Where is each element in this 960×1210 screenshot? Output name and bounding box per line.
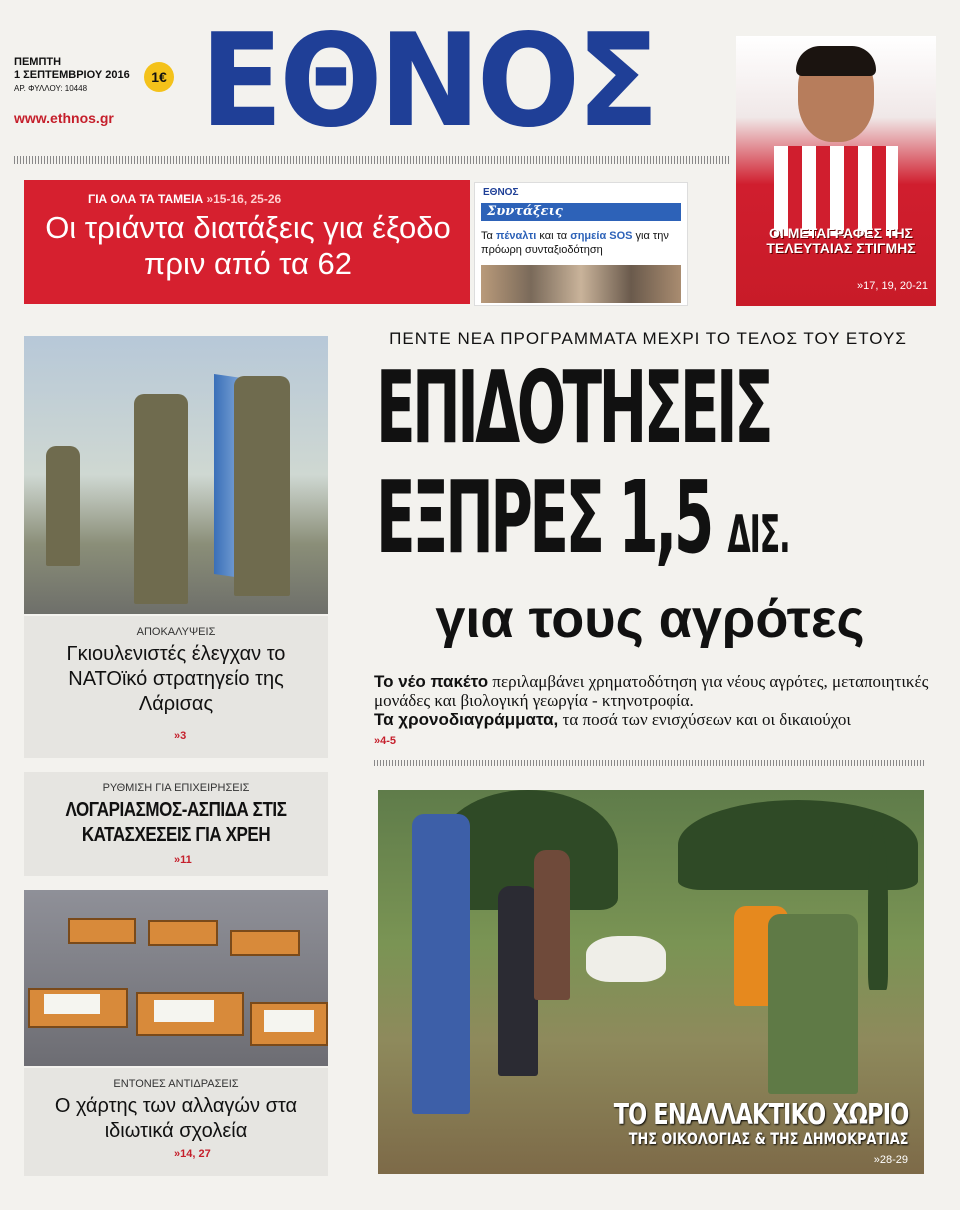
dog (586, 936, 666, 982)
paper (264, 1010, 314, 1032)
desk (148, 920, 218, 946)
classroom-photo (24, 890, 328, 1066)
person-figure (498, 886, 538, 1076)
story-title: ΛΟΓΑΡΙΑΣΜΟΣ-ΑΣΠΙΔΑ ΣΤΙΣ ΚΑΤΑΣΧΕΣΕΙΣ ΓΙΑ ΧΡΕΗ (65, 799, 287, 846)
person-figure (412, 814, 470, 1114)
player-hair (796, 46, 876, 76)
desk (68, 918, 136, 944)
masthead-rule (14, 156, 730, 164)
soldier-figure (234, 376, 290, 596)
soldier-figure (46, 446, 80, 566)
story-kicker: ΡΥΘΜΙΣΗ ΓΙΑ ΕΠΙΧΕΙΡΗΣΕΙΣ (102, 782, 250, 794)
sport-promo[interactable] (736, 36, 936, 306)
village-title: ΤΟ ΕΝΑΛΛΑΚΤΙΚΟ ΧΩΡΙΟ (613, 1098, 908, 1131)
soldier-figure (134, 394, 188, 604)
story-page-ref: »11 (174, 854, 192, 866)
story-page-ref: »14, 27 (174, 1148, 211, 1160)
desk (230, 930, 300, 956)
promo-kicker (88, 192, 281, 206)
village-page-ref: »28-29 (873, 1154, 908, 1166)
village-subtitle: ΤΗΣ ΟΙΚΟΛΟΓΙΑΣ & ΤΗΣ ΔΗΜΟΚΡΑΤΙΑΣ (628, 1129, 908, 1148)
village-photo[interactable] (378, 790, 924, 1174)
insert-logo: ΕΘΝΟΣ (483, 187, 519, 198)
sport-caption: ΟΙ ΜΕΤΑΓΡΑΦΕΣ ΤΗΣ ΤΕΛΕΥΤΑΙΑΣ ΣΤΙΓΜΗΣ (766, 225, 916, 256)
website-link[interactable]: www.ethnos.gr (14, 110, 114, 126)
main-deck: Το νέο πακέτο περιλαμβάνει χρηματοδότηση για νέους αγρότες, μεταποιητικές μονάδες και βιολογική γεωργία - κτηνοτροφία. Τα χρονοδιαγράμματα, τα ποσά των ενισχύσεων και οι δικαιούχοι »4-5 (374, 672, 929, 747)
main-headline-line1[interactable]: ΕΠΙΔΟΤΗΣΕΙΣ (376, 349, 771, 466)
story-title: Ο χάρτης των αλλαγών στα ιδιωτικά σχολεία (54, 1095, 298, 1142)
main-overline: ΠΕΝΤΕ ΝΕΑ ΠΡΟΓΡΑΜΜΑΤΑ ΜΕΧΡΙ ΤΟ ΤΕΛΟΣ ΤΟΥ ΕΤΟΥΣ (389, 329, 907, 348)
promo-headline: Οι τριάντα διατάξεις για έξοδο πριν από τα 62 (45, 210, 451, 281)
cypress-tree (868, 820, 888, 990)
team-scarf (774, 146, 898, 236)
story-kicker: ΑΠΟΚΑΛΥΨΕΙΣ (136, 626, 216, 638)
promo-page-ref: »15-16, 25-26 (206, 192, 282, 206)
village-caption (540, 1100, 909, 1148)
main-headline-line2[interactable]: ΕΞΠΡΕΣ 1,5 ΔΙΣ. (376, 459, 790, 576)
story-title: Γκιουλενιστές έλεγχαν το ΝΑΤΟϊκό στρατηγείο της Λάρισας (66, 643, 286, 715)
day: ΠΕΜΠΤΗ (14, 56, 62, 68)
person-figure (534, 850, 570, 1000)
pensions-insert[interactable] (474, 182, 688, 306)
paper (44, 994, 100, 1014)
main-page-ref: »4-5 (374, 735, 397, 747)
promo-box[interactable] (24, 180, 470, 304)
promo-kicker-text: ΓΙΑ ΟΛΑ ΤΑ ΤΑΜΕΙΑ (88, 192, 204, 206)
main-rule (374, 760, 924, 766)
person-figure (768, 914, 858, 1094)
insert-photo (481, 265, 681, 303)
story-gulenists[interactable] (24, 616, 328, 758)
story-page-ref: »3 (174, 730, 187, 742)
main-headline-line3[interactable]: για τους αγρότες (435, 589, 865, 649)
paper (154, 1000, 214, 1022)
issue-number: ΑΡ. ΦΥΛΛΟΥ: 10448 (14, 84, 88, 93)
story-shield-account[interactable] (24, 772, 328, 876)
insert-section-title: Συντάξεις (481, 203, 681, 221)
date-block (14, 56, 130, 95)
newspaper-logo: ΕΘΝΟΣ (200, 7, 656, 156)
date: 1 ΣΕΠΤΕΜΒΡΙΟΥ 2016 (14, 69, 130, 81)
story-private-schools[interactable] (24, 1068, 328, 1176)
insert-teaser: Τα πέναλτι και τα σημεία SOS για την πρόωρη συνταξιοδότηση (481, 230, 669, 256)
soldiers-photo (24, 336, 328, 614)
price-badge: 1€ (144, 62, 174, 92)
story-kicker: ΕΝΤΟΝΕΣ ΑΝΤΙΔΡΑΣΕΙΣ (113, 1078, 239, 1090)
sport-page-ref: »17, 19, 20-21 (857, 280, 928, 292)
